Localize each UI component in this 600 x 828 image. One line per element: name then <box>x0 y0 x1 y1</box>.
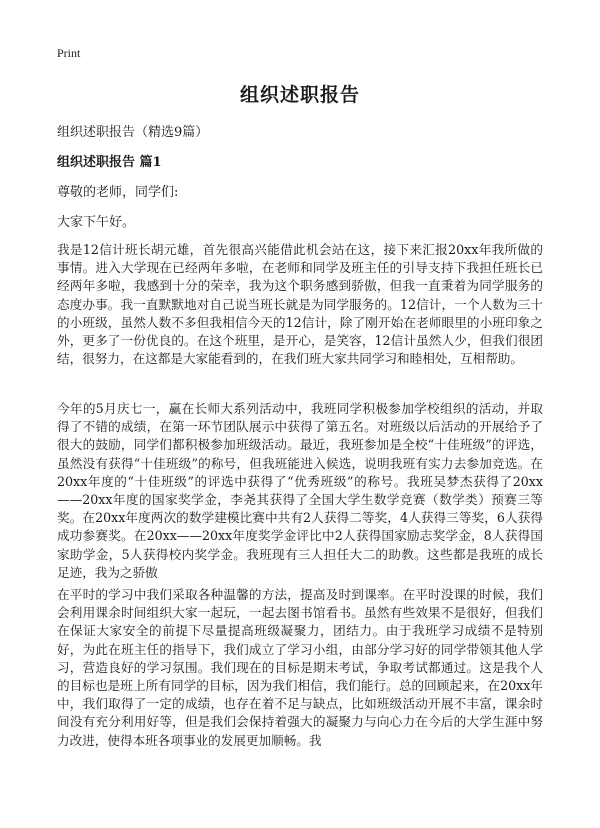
print-link[interactable]: Print <box>57 46 81 60</box>
hello-line: 大家下午好。 <box>57 215 136 230</box>
body-paragraph-3: 在平时的学习中我们采取各种温馨的方法，提高及时到课率。在平时没课的时候，我们会利用课余时间组织大家一起玩，一起去图书馆看书。虽然有些效果不是很好，但我们在保证大家安全的前提下尽量提高班级凝聚力，团结力。由于我班学习成绩不是特别好，为此在班主任的指导下，我们成立了学习小组，由部分学习好的同学带领其他人学习，营造良好的学习氛围。我们现在的目标是期末考试，争取考试都通过。这是我个人的目标也是班上所有同学的目标，因为我们相信，我们能行。总的回顾起来，在20xx年中，我们取得了一定的成绩，也存在着不足与缺点，比如班级活动开展不丰富，课余时间没有充分利用好等，但是我们会保持着强大的凝聚力与向心力在今后的大学生涯中努力改进，使得本班各项事业的发展更加顺畅。我 <box>57 587 543 748</box>
document-subtitle: 组织述职报告（精选9篇） <box>57 125 209 140</box>
greeting-line: 尊敬的老师，同学们: <box>57 185 179 200</box>
page-title: 组织述职报告 <box>239 84 360 106</box>
body-paragraph-1: 我是12信计班长胡元雄，首先很高兴能借此机会站在这，接下来汇报20xx年我所做的事情。进入大学现在已经两年多啦，在老师和同学及班主任的引导支持下我担任班长已经两年多啦，我感到十分的荣幸，我为这个职务感到骄傲，但我一直秉着为同学服务的态度办事。我一直默默地对自己说当班长就是为同学服务的。12信计，一个人数为三十的小班级，虽然人数不多但我相信今天的12信计，除了刚开始在老师眼里的小班印象之外，更多了一份优良的。在这个班里，是开心，是笑容，12信计虽然人少，但我们很团结，很努力，在这都是大家能看到的，在我们班大家共同学习和睦相处，互相帮助。 <box>57 242 543 367</box>
body-paragraph-2: 今年的5月庆七一，赢在长师大系列活动中，我班同学积极参加学校组织的活动，并取得了不错的成绩，在第一环节团队展示中获得了第五名。对班级以后活动的开展给予了很大的鼓励，同学们都积极参加班级活动。最近，我班参加是全校“十佳班级”的评选，虽然没有获得“十佳班级”的称号，但我班能进入候选，说明我班有实力去参加竞选。在20xx年度的“十佳班级”的评选中获得了“优秀班级”的称号。我班吴梦杰获得了20xx——20xx年度的国家奖学金，李尧其获得了全国大学生数学竞赛（数学类）预赛三等奖。在20xx年度两次的数学建模比赛中共有2人获得二等奖，4人获得三等奖，6人获得成功参赛奖。在20xx——20xx年度奖学金评比中2人获得国家励志奖学金，8人获得国家助学金，5人获得校内奖学金。我班现有三人担任大二的助教。这些都是我班的成长足迹，我为之骄傲 <box>57 401 543 580</box>
section-heading: 组织述职报告 篇1 <box>57 155 162 170</box>
